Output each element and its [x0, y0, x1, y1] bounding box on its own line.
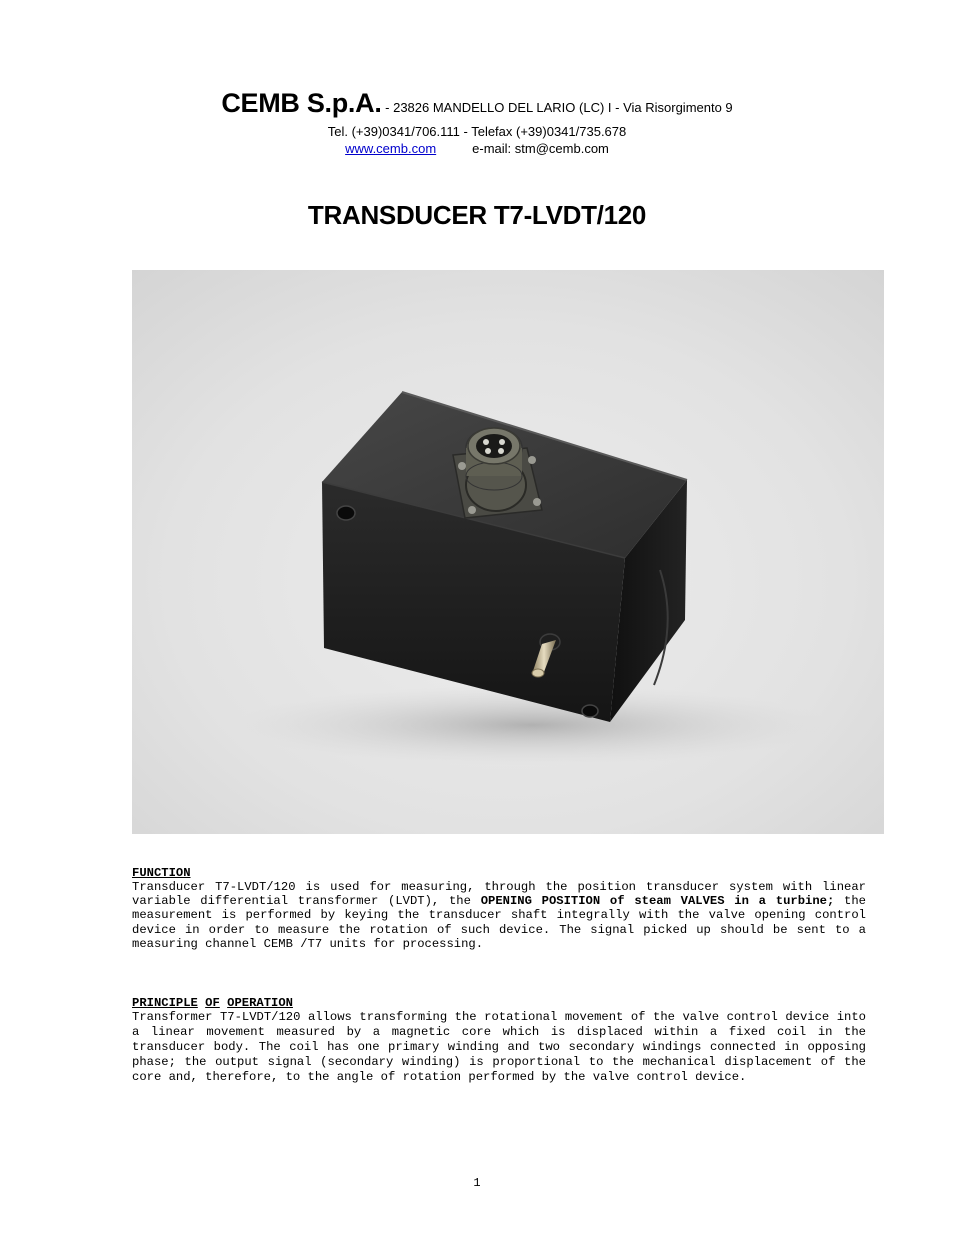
product-photo: [132, 270, 884, 834]
email-text: e-mail: stm@cemb.com: [472, 141, 609, 156]
company-name: CEMB S.p.A.: [221, 88, 382, 118]
page-number: 1: [473, 1176, 481, 1190]
document-title: TRANSDUCER T7-LVDT/120: [307, 200, 647, 230]
phone-fax: Tel. (+39)0341/706.111 - Telefax (+39)0341/735.678: [327, 124, 627, 139]
function-text-bold: OPENING POSITION of steam VALVES in a turbine;: [480, 894, 835, 909]
principle-section: [132, 996, 866, 1085]
letterhead: [0, 88, 954, 157]
principle-heading: PRINCIPLE OF OPERATION: [132, 996, 293, 1010]
company-address: - 23826 MANDELLO DEL LARIO (LC) I - Via Risorgimento 9: [381, 100, 733, 115]
website-link[interactable]: www.cemb.com: [345, 141, 437, 156]
function-heading: FUNCTION: [132, 866, 191, 880]
letterhead-line-3: [0, 140, 954, 157]
letterhead-line-1: [0, 88, 954, 123]
function-section: [132, 866, 866, 951]
principle-text: Transformer T7-LVDT/120 allows transforming the rotational movement of the valve control device into a linear movement measured by a magnetic core which is displaced within a fixed coil in the transducer body. The coil has one primary winding and two secondary windings connected in opposing phase; the output signal (secondary winding) is proportional to the mechanical displacement of the core and, therefore, to the angle of rotation performed by the valve control device.: [132, 1010, 866, 1084]
function-text: Transducer T7-LVDT/120 is used for measuring, through the position transducer system with linear variable differential transformer (LVDT), the OPENING POSITION of steam VALVES in a turbine; the measurement is performed by keying the transducer shaft integrally with the valve opening control device in order to measure the rotation of such device. The signal picked up should be sent to a measuring channel CEMB /T7 units for processing.: [132, 880, 866, 951]
